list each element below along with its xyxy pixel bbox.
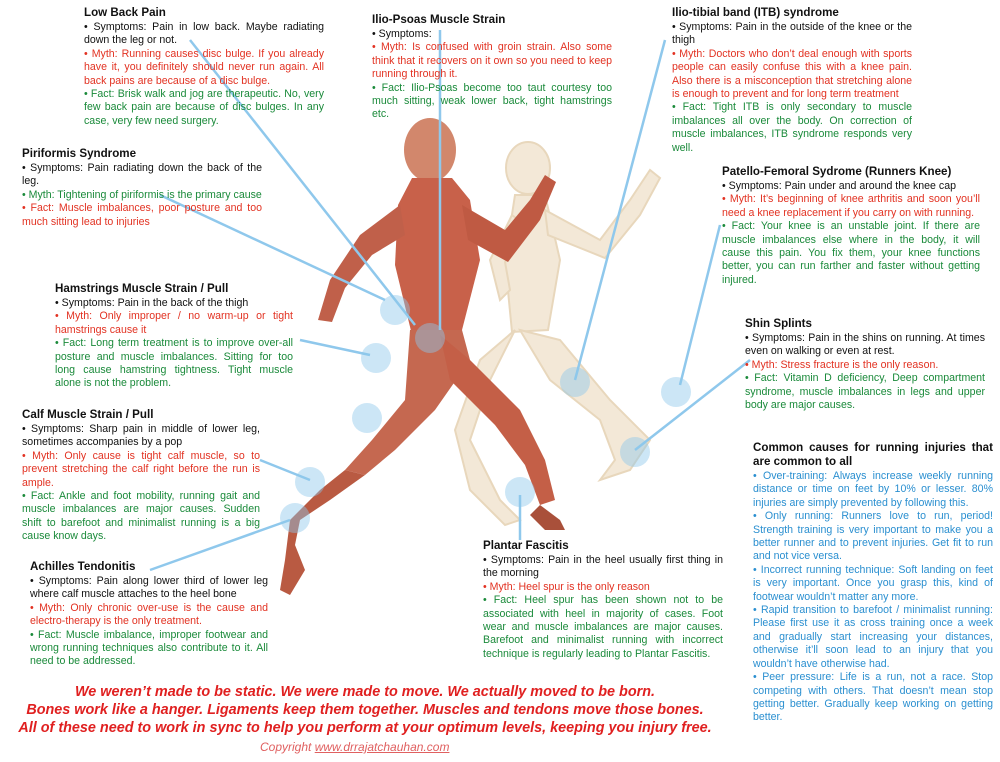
piriformis-fact: • Fact: Muscle imbalances, poor posture and too much sitting lead to injuries bbox=[22, 202, 262, 228]
shin-splints-block bbox=[745, 317, 985, 412]
patello-femoral-myth: • Myth: It’s beginning of knee arthritis and soon you’ll need a knee replacement if you carry on with running. bbox=[722, 193, 980, 219]
hamstrings-symptoms: • Symptoms: Pain in the back of the thigh bbox=[55, 297, 249, 309]
itb-symptoms: • Symptoms: Pain in the outside of the knee or the thigh bbox=[672, 21, 912, 47]
piriformis-myth: • Myth: Tightening of piriformis is the primary cause bbox=[22, 188, 262, 201]
low-back-pain-title: Low Back Pain bbox=[84, 6, 166, 19]
piriformis-title: Piriformis Syndrome bbox=[22, 147, 137, 160]
iliopsoas-myth: • Myth: Is confused with groin strain. Also some think that it recovers on it own so you need to keep running through it. bbox=[372, 41, 612, 81]
common-cause-item: • Rapid transition to barefoot / minimalist running: Please first use it as cross training once a week and gradually start increasing your distances, otherwise it’ll soon lead to an injury that you wouldn’t have otherwise had. bbox=[753, 604, 993, 670]
achilles-myth: • Myth: Only chronic over-use is the cause and electro-therapy is the only treatment. bbox=[30, 601, 268, 628]
calf-strain-fact: • Fact: Ankle and foot mobility, running gait and muscle imbalances are major causes. Sudden shift to barefoot and minimalist running is a big cause know days. bbox=[22, 490, 260, 543]
plantar-fascitis-myth: • Myth: Heel spur is the only reason bbox=[483, 580, 650, 593]
shin-splints-symptoms: • Symptoms: Pain in the shins on running. At times even on walking or even at rest. bbox=[745, 332, 985, 358]
itb-title: Ilio-tibial band (ITB) syndrome bbox=[672, 6, 839, 19]
patello-femoral-symptoms: • Symptoms: Pain under and around the knee cap bbox=[722, 180, 956, 192]
itb-block bbox=[672, 6, 912, 155]
piriformis-block bbox=[22, 147, 262, 229]
piriformis-symptoms: • Symptoms: Pain radiating down the back of the leg. bbox=[22, 162, 262, 188]
calf-strain-symptoms: • Symptoms: Sharp pain in middle of lower leg, sometimes accompanies by a pop bbox=[22, 423, 260, 449]
iliopsoas-block bbox=[372, 13, 612, 122]
calf-strain-title: Calf Muscle Strain / Pull bbox=[22, 408, 154, 421]
slogan-line-2: Bones work like a hanger. Ligaments keep them together. Muscles and tendons move those bones. bbox=[26, 702, 704, 718]
itb-myth: • Myth: Doctors who don’t deal enough with sports people can easily confuse this with a knee pain. Also there is a misconception that stretching alone is enough to prevent and for long term treatment bbox=[672, 47, 912, 101]
plantar-fascitis-title: Plantar Fascitis bbox=[483, 539, 569, 552]
achilles-symptoms: • Symptoms: Pain along lower third of lower leg where calf muscle attaches to the heel bone bbox=[30, 575, 268, 601]
shin-splints-myth: • Myth: Stress fracture is the only reason. bbox=[745, 358, 939, 371]
hamstrings-title: Hamstrings Muscle Strain / Pull bbox=[55, 282, 229, 295]
common-causes-title: Common causes for running injuries that are common to all bbox=[753, 441, 993, 468]
low-back-pain-block bbox=[84, 6, 324, 128]
common-cause-item: • Peer pressure: Life is a run, not a race. Stop competing with others. That doesn’t mean stop getting better. Gradually keep working on getting better. bbox=[753, 671, 993, 724]
calf-strain-myth: • Myth: Only cause is tight calf muscle, so to prevent stretching the calf right before the run is ample. bbox=[22, 449, 260, 489]
low-back-pain-myth: • Myth: Running causes disc bulge. If you already have it, you definitely should never run again. All back pains are because of a disc bulge. bbox=[84, 47, 324, 87]
slogan-line-3: All of these need to work in sync to help you perform at your optimum levels, keeping you injury free. bbox=[18, 720, 712, 736]
hamstrings-block bbox=[55, 282, 293, 391]
common-cause-item: • Only running: Runners love to run, period! Strength training is very important to make you a better runner and to prevent injuries. Get fit to run and not vice versa. bbox=[753, 510, 993, 563]
patello-femoral-fact: • Fact: Your knee is an unstable joint. If there are muscle imbalances else where in the body, it will cause this pain. You fix them, your knee functions better, you can run farther and faster without getting injured. bbox=[722, 220, 980, 286]
achilles-block bbox=[30, 560, 268, 669]
iliopsoas-fact: • Fact: Ilio-Psoas become too taut courtesy too much sitting, weak lower back, tight hamstrings etc. bbox=[372, 81, 612, 121]
iliopsoas-title: Ilio-Psoas Muscle Strain bbox=[372, 13, 506, 26]
achilles-title: Achilles Tendonitis bbox=[30, 560, 136, 573]
low-back-pain-symptoms: • Symptoms: Pain in low back. Maybe radiating down the leg or not. bbox=[84, 21, 324, 47]
skeleton-runner bbox=[455, 142, 660, 525]
iliopsoas-symptoms: • Symptoms: bbox=[372, 28, 432, 40]
plantar-fascitis-block bbox=[483, 539, 723, 661]
common-cause-item: • Over-training: Always increase weekly running distance or time on feet by 10% or lesser. 80% injuries are simply prevented by following this. bbox=[753, 470, 993, 509]
shin-splints-fact: • Fact: Vitamin D deficiency, Deep compartment syndrome, muscle imbalances in legs and upper body are major causes. bbox=[745, 372, 985, 412]
hamstrings-fact: • Fact: Long term treatment is to improve over-all posture and muscle imbalances. Sitting for too long cause hamstring tightness. Tight muscle alone is not the problem. bbox=[55, 337, 293, 390]
plantar-fascitis-fact: • Fact: Heel spur has been shown not to be associated with heel in majority of cases. Foot wear and muscle imbalances are major causes. Barefoot and minimalist running with incorrect technique is regularly leading to Plantar Fascitis. bbox=[483, 594, 723, 660]
common-cause-item: • Incorrect running technique: Soft landing on feet is very important. Once you grasp this, kind of footwear wouldn’t matter any more. bbox=[753, 563, 993, 603]
website-link[interactable]: www.drrajatchauhan.com bbox=[314, 740, 450, 754]
achilles-fact: • Fact: Muscle imbalance, improper footwear and wrong running techniques also contribute to it. All need to be addressed. bbox=[30, 628, 268, 668]
itb-fact: • Fact: Tight ITB is only secondary to muscle imbalances all over the body. On correction of muscle imbalances, ITB syndrome responds very well. bbox=[672, 101, 912, 154]
patello-femoral-title: Patello-Femoral Sydrome (Runners Knee) bbox=[722, 165, 952, 178]
slogan-line-1: We weren’t made to be static. We were made to move. We actually moved to be born. bbox=[74, 684, 656, 700]
plantar-fascitis-symptoms: • Symptoms: Pain in the heel usually first thing in the morning bbox=[483, 554, 723, 580]
hamstrings-myth: • Myth: Only improper / no warm-up or tight hamstrings cause it bbox=[55, 310, 293, 336]
low-back-pain-fact: • Fact: Brisk walk and jog are therapeutic. No, very few back pain are because of disc bulges. In any case, very few need surgery. bbox=[84, 88, 324, 127]
patello-femoral-block bbox=[722, 165, 980, 287]
copyright-notice bbox=[260, 740, 449, 754]
shin-splints-title: Shin Splints bbox=[745, 317, 812, 330]
calf-strain-block bbox=[22, 408, 260, 544]
common-causes-block bbox=[753, 441, 993, 725]
copyright-label: Copyright bbox=[260, 740, 312, 754]
